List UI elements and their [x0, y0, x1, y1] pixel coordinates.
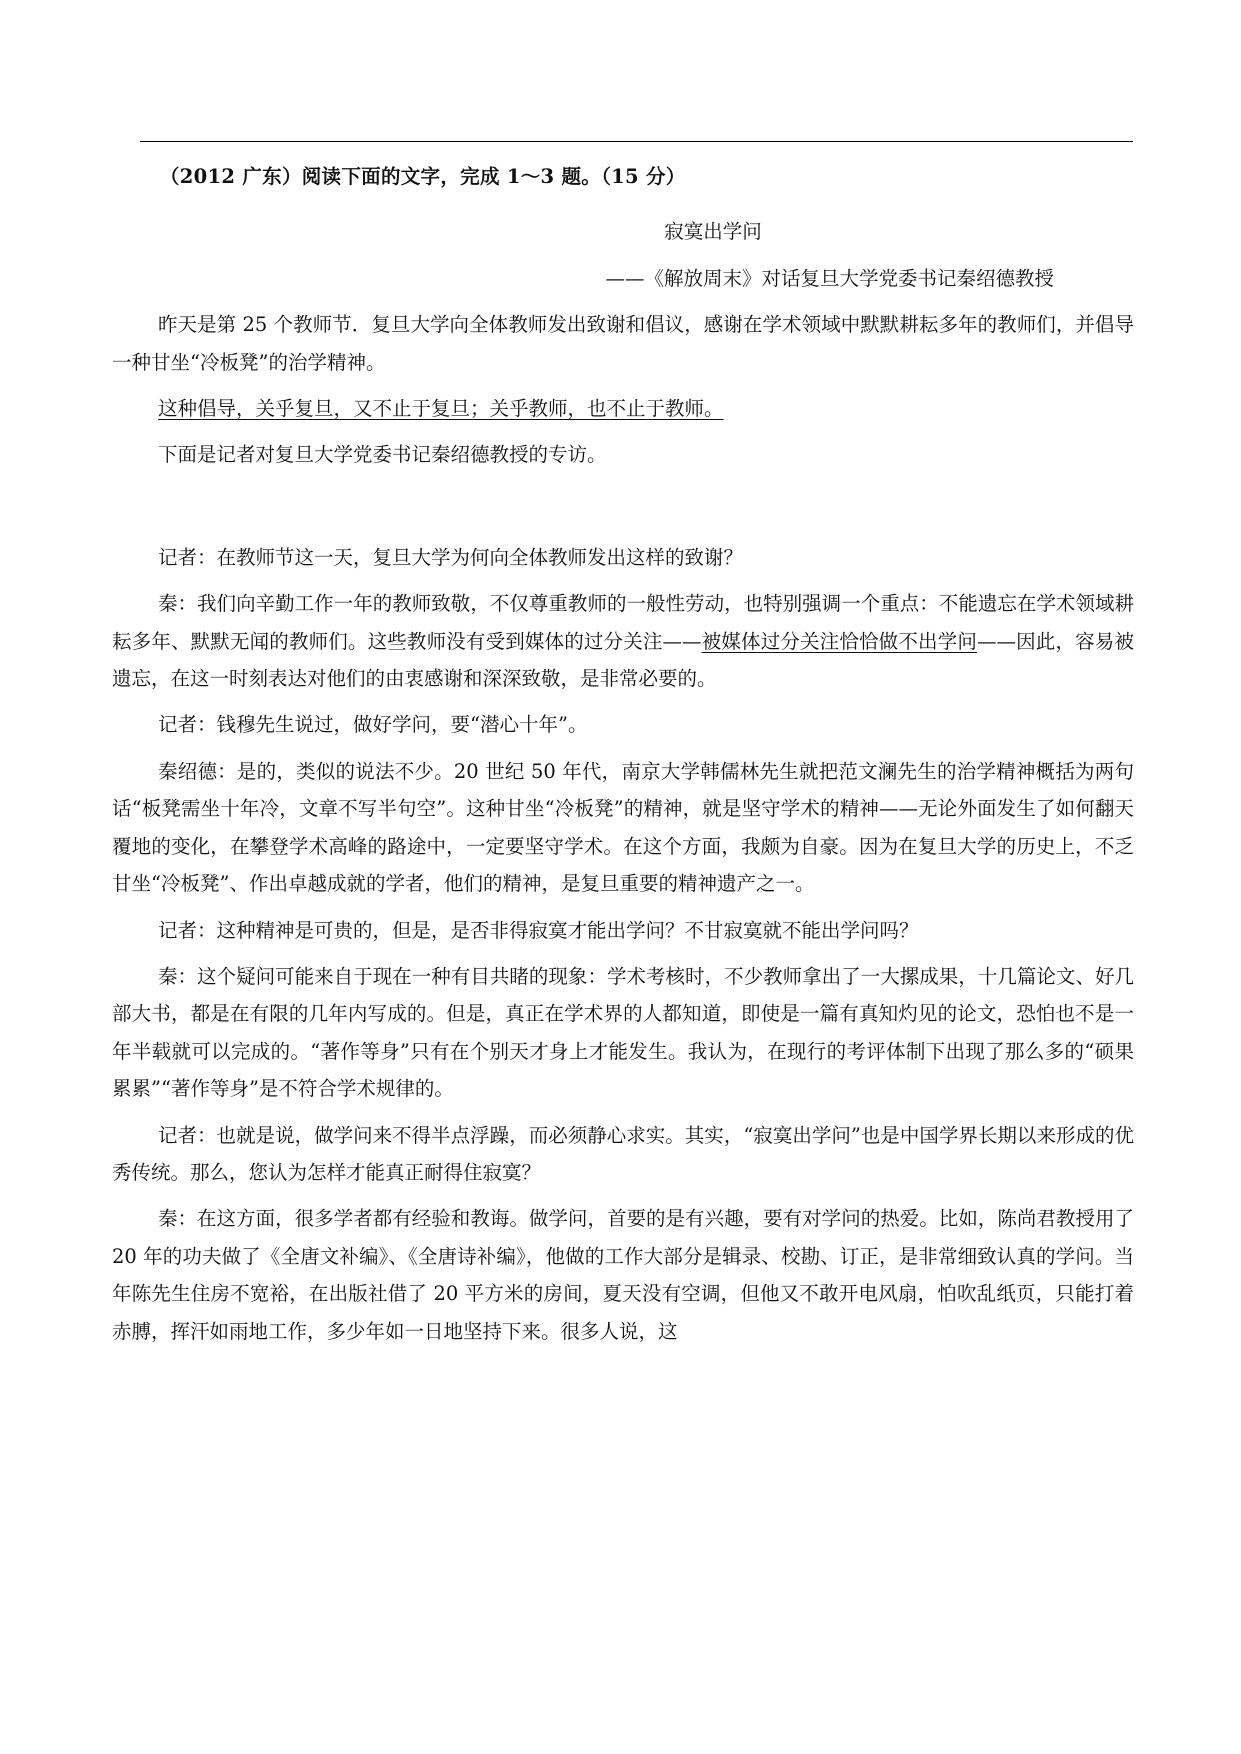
dialogue-text: 秦：我们向辛勤工作一年的教师致敬，不仅尊重教师的一般性劳动，也特别强调一个重点：不能遗忘在学术领域耕耘多年、默默无闻的教师们。这些教师没有受到媒体的过分关注——	[112, 592, 1134, 653]
dialogue-paragraph: 记者：这种精神是可贵的，但是，是否非得寂寞才能出学问？不甘寂寞就不能出学问吗？	[158, 918, 919, 942]
dialogue-text: ——因此，容易被遗忘，在这一时刻表达对他们的由衷感谢和深深致敬，是非常必要的。	[112, 629, 1134, 691]
dialogue-paragraph: 秦：这个疑问可能来自于现在一种有目共睹的现象：学术考核时，不少教师拿出了一大摞成果，十几篇论文、好几部大书，都是在有限的几年内写成的。但是，真正在学术界的人都知道，即使是一篇有真知灼见的论文，恐怕也不是一年半载就可以完成的。“著作等身”只有在个别天才身上才能发生。我认为，在现行的考评体制下出现了那么多的“硕果累累”“著作等身”是不符合学术规律的。	[112, 964, 1134, 1101]
dialogue-paragraph: 秦绍德：是的，类似的说法不少。20 世纪 50 年代，南京大学韩儒林先生就把范文澜先生的治学精神概括为两句话“板凳需坐十年冷，文章不写半句空”。这种甘坐“冷板凳”的精神，就是坚守学术的精神——无论外面发生了如何翻天覆地的变化，在攀登学术高峰的路途中，一定要坚守学术。在这个方面，我颇为自豪。因为在复旦大学的历史上，不乏甘坐“冷板凳”、作出卓越成就的学者，他们的精神，是复旦重要的精神遗产之一。	[112, 759, 1134, 896]
dialogue-paragraph: 记者：钱穆先生说过，做好学问，要“潜心十年”。	[158, 713, 588, 737]
intro-paragraph: 昨天是第 25 个教师节．复旦大学向全体教师发出致谢和倡议，感谢在学术领域中默默耕耘多年的教师们，并倡导一种甘坐“冷板凳”的治学精神。	[112, 313, 1134, 374]
intro-paragraph-underlined	[112, 390, 1134, 427]
underlined-sentence: 这种倡导，关乎复旦，又不止于复旦；关乎教师，也不止于教师。	[158, 397, 724, 421]
header-rule	[140, 141, 1133, 142]
article-title: 寂寞出学问	[664, 220, 762, 244]
question-heading: （2012 广东）阅读下面的文字，完成 1～3 题。（15 分）	[160, 165, 686, 188]
dialogue-paragraph	[112, 585, 1134, 697]
section-gap	[112, 474, 1134, 530]
dialogue-paragraph: 秦：在这方面，很多学者都有经验和教诲。做学问，首要的是有兴趣，要有对学问的热爱。比如，陈尚君教授用了 20 年的功夫做了《全唐文补编》、《全唐诗补编》，他做的工作大部分是辑录、校勘、订正，是非常细致认真的学问。当年陈先生住房不宽裕，在出版社借了 20 平方米的房间，夏天没有空调，但他又不敢开电风扇，怕吹乱纸页，只能打着赤膊，挥汗如雨地工作，多少年如一日地坚持下来。很多人说，这	[112, 1207, 1134, 1343]
intro-paragraph: 下面是记者对复旦大学党委书记秦绍德教授的专访。	[158, 443, 607, 467]
article-subtitle: ——《解放周末》对话复旦大学党委书记秦绍德教授	[605, 266, 1054, 290]
underlined-phrase: 被媒体过分关注恰恰做不出学问	[701, 629, 977, 653]
dialogue-paragraph: 记者：也就是说，做学问来不得半点浮躁，而必须静心求实。其实，“寂寞出学问”也是中国学界长期以来形成的优秀传统。那么，您认为怎样才能真正耐得住寂寞？	[112, 1123, 1134, 1184]
document-body	[112, 158, 1134, 1350]
dialogue-paragraph: 记者：在教师节这一天，复旦大学为何向全体教师发出这样的致谢？	[158, 545, 744, 569]
